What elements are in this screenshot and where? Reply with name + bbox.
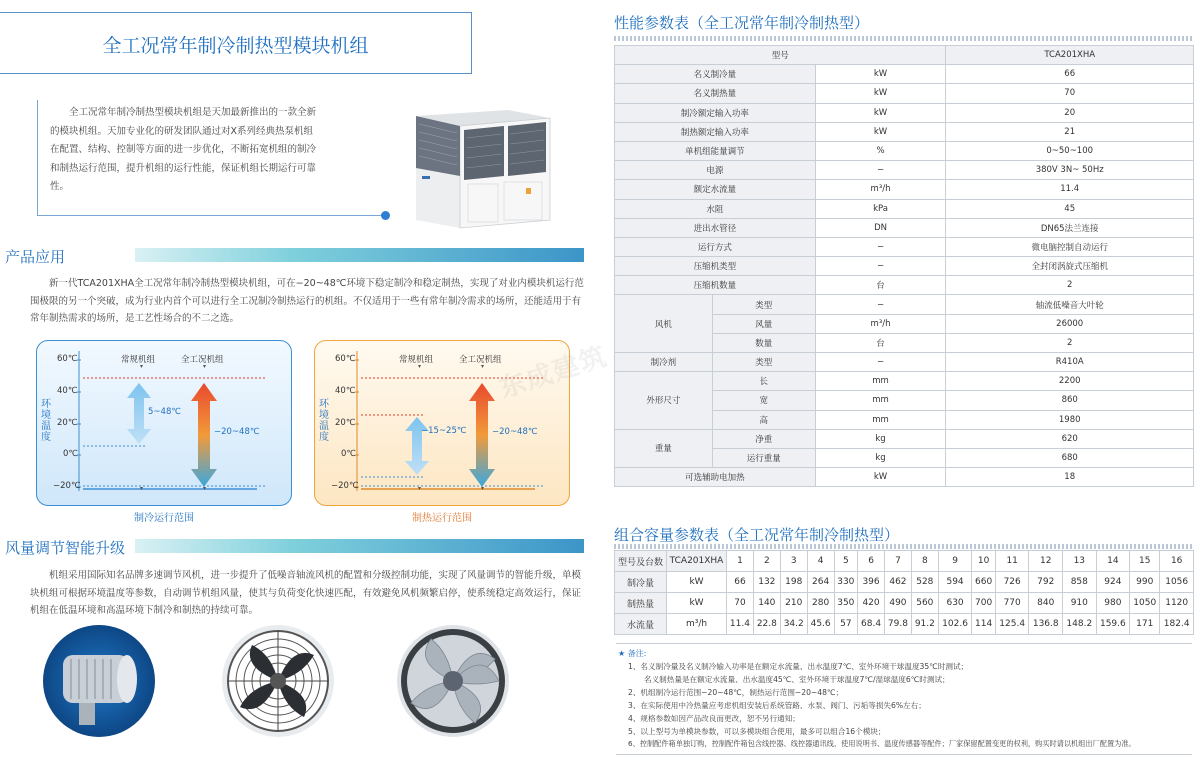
cool-col-allcondition: 全工况机组 (181, 355, 224, 365)
heating-caption: 制热运行范围 (412, 513, 472, 524)
watermark-text: 东成建筑 (495, 341, 612, 405)
fan-grille-image (222, 625, 334, 737)
fan-blade-image (397, 625, 509, 737)
perf-group-refrigerant: 制冷剂 (615, 353, 713, 372)
note-line: 名义制热量是在额定水流量、出水温度45℃、室外环境干球温度7℃/湿球温度6℃时测试； (644, 675, 950, 684)
intro-bracket-vertical (37, 100, 38, 216)
note-line: 6、控制配件箱单独订购，控制配件箱包含线控器、线控器通讯线、使用说明书、温度传感器等配件；厂家保留配置变更的权利，购买时请以机组出厂配置为准。 (628, 739, 1136, 748)
cool-tick-60: 60℃ (57, 354, 78, 364)
main-title: 全工况常年制冷制热型模块机组 (102, 35, 369, 57)
table-row: 压缩机类型 − 全封闭涡旋式压缩机 (615, 257, 1194, 276)
heat-tick-40: 40℃ (335, 386, 356, 396)
section-bar-fan (135, 539, 584, 553)
heat-col-allcondition: 全工况机组 (459, 355, 502, 365)
table-row: 风机 类型 − 轴流低噪音大叶轮 (615, 295, 1194, 314)
table-row: 运行重量 kg 680 (615, 448, 1194, 467)
combo-table (614, 550, 1194, 635)
fan-paragraph: 机组采用国际知名品牌多速调节风机，进一步提升了低噪音轴流风机的配置和分级控制功能，实现了风量调节的智能升级，单模块机组可根据环境温度等参数，自动调节机组风量，使其与负荷变化快速匹配，有效避免风机频繁启停，使系统稳定高效运行，保证机组在低温环境和高温环境下制冷和制热的持续可靠。 (30, 570, 582, 616)
combo-title-underline (614, 544, 1194, 549)
combo-head-model: TCA201XHA (667, 551, 727, 572)
cooling-range-diagram (36, 340, 292, 506)
table-row: 电源 − 380V 3N~ 50Hz (615, 161, 1194, 180)
heat-tick-20: 20℃ (335, 418, 356, 428)
notes-heading: ★ 备注: (618, 649, 647, 658)
heat-col-conventional: 常规机组 (399, 355, 434, 365)
heat-tick-0: 0℃ (341, 449, 356, 459)
table-row: 进出水管径 DN DN65法兰连接 (615, 218, 1194, 237)
perf-group-weight: 重量 (615, 429, 713, 467)
heat-axis-label: 环境温度 (319, 399, 329, 443)
cool-tick-minus20: −20℃ (53, 481, 81, 491)
section-title-fan: 风量调节智能升级 (5, 539, 126, 557)
table-row: 重量 净重 kg 620 (615, 429, 1194, 448)
table-row: 运行方式 − 微电脑控制自动运行 (615, 237, 1194, 256)
perf-group-fan: 风机 (615, 295, 713, 353)
notes-box (616, 643, 1192, 755)
cooling-caption: 制冷运行范围 (134, 513, 194, 524)
perf-header-label: 型号 (615, 46, 946, 65)
note-line: 3、在实际使用中冷热量应考虑机组安装后系统管路、水泵、阀门、污垢等损失6%左右； (628, 701, 926, 710)
cool-axis-label: 环境温度 (41, 399, 51, 443)
cool-range-allcondition: −20~48℃ (214, 427, 260, 437)
table-row: 名义制冷量 kW 66 (615, 65, 1194, 84)
note-line: 5、以上型号为单模块参数，可以多模块组合使用，最多可以组合16个模块； (628, 727, 886, 736)
heat-range-conventional: −15~25℃ (421, 426, 467, 436)
perf-table-title: 性能参数表（全工况常年制冷制热型） (614, 14, 870, 32)
table-row: 压缩机数量 台 2 (615, 276, 1194, 295)
table-row: 风量 m³/h 26000 (615, 314, 1194, 333)
table-row: 水阻 kPa 45 (615, 199, 1194, 218)
cool-range-conventional: 5~48℃ (148, 407, 181, 417)
intro-bracket-horizontal (37, 215, 385, 216)
combo-table-title: 组合容量参数表（全工况常年制冷制热型） (614, 526, 900, 544)
section-title-application: 产品应用 (5, 248, 66, 266)
cool-tick-0: 0℃ (63, 449, 78, 459)
cool-tick-20: 20℃ (57, 418, 78, 428)
heat-range-allcondition: −20~48℃ (492, 427, 538, 437)
perf-title-underline (614, 36, 1194, 41)
table-row: 制冷额定输入功率 kW 20 (615, 103, 1194, 122)
table-row: 制冷剂 类型 − R410A (615, 353, 1194, 372)
table-row: 宽 mm 860 (615, 391, 1194, 410)
table-row: 数量 台 2 (615, 333, 1194, 352)
table-row: 单机组能量调节 % 0~50~100 (615, 141, 1194, 160)
table-row: 外形尺寸 长 mm 2200 (615, 372, 1194, 391)
note-line: 4、规格参数如因产品改良而更改，恕不另行通知； (628, 714, 800, 723)
cool-col-conventional: 常规机组 (121, 355, 156, 365)
table-row: 可选辅助电加热 kW 18 (615, 468, 1194, 487)
note-line: 1、名义制冷量及名义制冷输入功率是在额定水流量、出水温度7℃、室外环境干球温度35℃时测试； (628, 662, 969, 671)
intro-paragraph: 全工况常年制冷制热型模块机组是天加最新推出的一款全新的模块机组。天加专业化的研发团队通过对X系列经典热泵机组在配置、结构、控制等方面的进一步优化，不断拓宽机组的制冷和制热运行范围，提升机组的运行性能，保证机组长期运行可靠性。 (50, 107, 317, 192)
perf-table (614, 45, 1194, 487)
table-row: 制热量 kW 70 140 210 280 350 420 490 560 630 700 770 840 910 980 1050 1120 (615, 593, 1194, 614)
perf-header-model: TCA201XHA (946, 46, 1194, 65)
table-row: 制热额定输入功率 kW 21 (615, 122, 1194, 141)
section-bar-application (135, 248, 584, 262)
cool-tick-40: 40℃ (57, 386, 78, 396)
perf-header-row (615, 46, 1194, 65)
main-title-box (0, 12, 472, 74)
combo-header-row: 型号及台数 TCA201XHA 1 2 3 4 5 6 7 8 9 10 11 12 13 14 15 16 (615, 551, 1194, 572)
heat-tick-minus20: −20℃ (331, 481, 359, 491)
application-paragraph: 新一代TCA201XHA全工况常年制冷制热型模块机组，可在−20~48℃环境下稳定制冷和稳定制热，实现了对业内模块机运行范围极限的另一个突破，成为行业内首个可以进行全工况制冷制热运行的机组。不仅适用于一些有常年制冷需求的场所，还能适用于有常年制热需求的场所，是工艺性场合的不二之选。 (30, 278, 584, 324)
intro-bracket-dot (381, 211, 390, 220)
combo-head-label: 型号及台数 (615, 551, 667, 572)
table-row: 制冷量 kW 66 132 198 264 330 396 462 528 594 660 726 792 858 924 990 1056 (615, 572, 1194, 593)
fan-motor-image (43, 625, 155, 737)
table-row: 额定水流量 m³/h 11.4 (615, 180, 1194, 199)
perf-group-dims: 外形尺寸 (615, 372, 713, 430)
heat-tick-60: 60℃ (335, 354, 356, 364)
chiller-unit-image (408, 88, 558, 230)
table-row: 高 mm 1980 (615, 410, 1194, 429)
table-row: 名义制热量 kW 70 (615, 84, 1194, 103)
table-row: 水流量 m³/h 11.4 22.8 34.2 45.6 57 68.4 79.8 91.2 102.6 114 125.4 136.8 148.2 159.6 171 182.4 (615, 614, 1194, 635)
note-line: 2、机组制冷运行范围−20~48℃，制热运行范围−20~48℃； (628, 688, 844, 697)
